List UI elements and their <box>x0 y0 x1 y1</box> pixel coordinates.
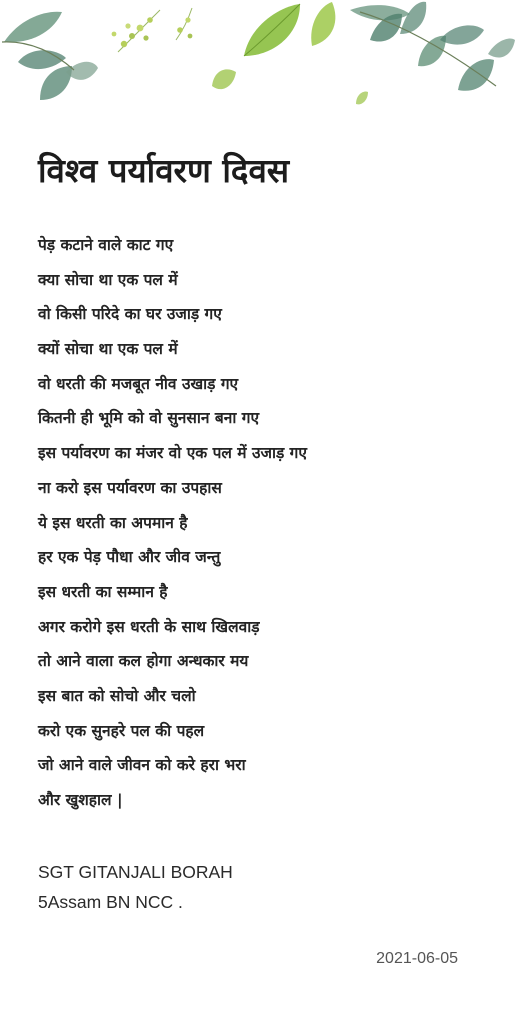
poem-line: ना करो इस पर्यावरण का उपहास <box>38 478 222 497</box>
poem-line: वो धरती की मजबूत नीव उखाड़ गए <box>38 374 239 393</box>
poem-line: पेड़ कटाने वाले काट गए <box>38 236 174 254</box>
poem-line: इस बात को सोचो और चलो <box>38 686 196 705</box>
leaves-illustration <box>0 0 515 120</box>
post-date: 2021-06-05 <box>376 950 458 967</box>
poem-line: इस पर्यावरण का मंजर वो एक पल में उजाड़ गए <box>38 444 307 463</box>
poem-line: जो आने वाले जीवन को करे हरा भरा <box>38 756 246 775</box>
poem-line: क्यों सोचा था एक पल में <box>38 340 178 359</box>
poem-line: ये इस धरती का अपमान है <box>38 513 188 532</box>
poem-line: वो किसी परिदे का घर उजाड़ गए <box>38 305 222 324</box>
poem-line: करो एक सुनहरे पल की पहल <box>38 721 205 740</box>
leaf-icon <box>350 2 515 91</box>
poem-line: तो आने वाला कल होगा अन्धकार मय <box>38 652 249 671</box>
sprig-icon <box>112 8 193 52</box>
poem-body <box>38 228 498 818</box>
author-name: SGT GITANJALI BORAH <box>38 862 233 882</box>
author-signature <box>38 857 233 917</box>
poem-line: क्या सोचा था एक पल में <box>38 270 178 289</box>
page-title: विश्व पर्यावरण दिवस <box>38 151 290 190</box>
leaf-icon <box>212 2 368 104</box>
poem-line: इस धरती का सम्मान है <box>38 582 168 601</box>
poem-line: हर एक पेड़ पौधा और जीव जन्तु <box>38 548 221 567</box>
author-unit: 5Assam BN NCC . <box>38 892 183 912</box>
poem-line: और खुशहाल | <box>38 791 123 809</box>
leaf-icon <box>2 12 98 100</box>
poem-line: कितनी ही भूमि को वो सुनसान बना गए <box>38 409 260 428</box>
poem-line: अगर करोगे इस धरती के साथ खिलवाड़ <box>38 617 260 636</box>
